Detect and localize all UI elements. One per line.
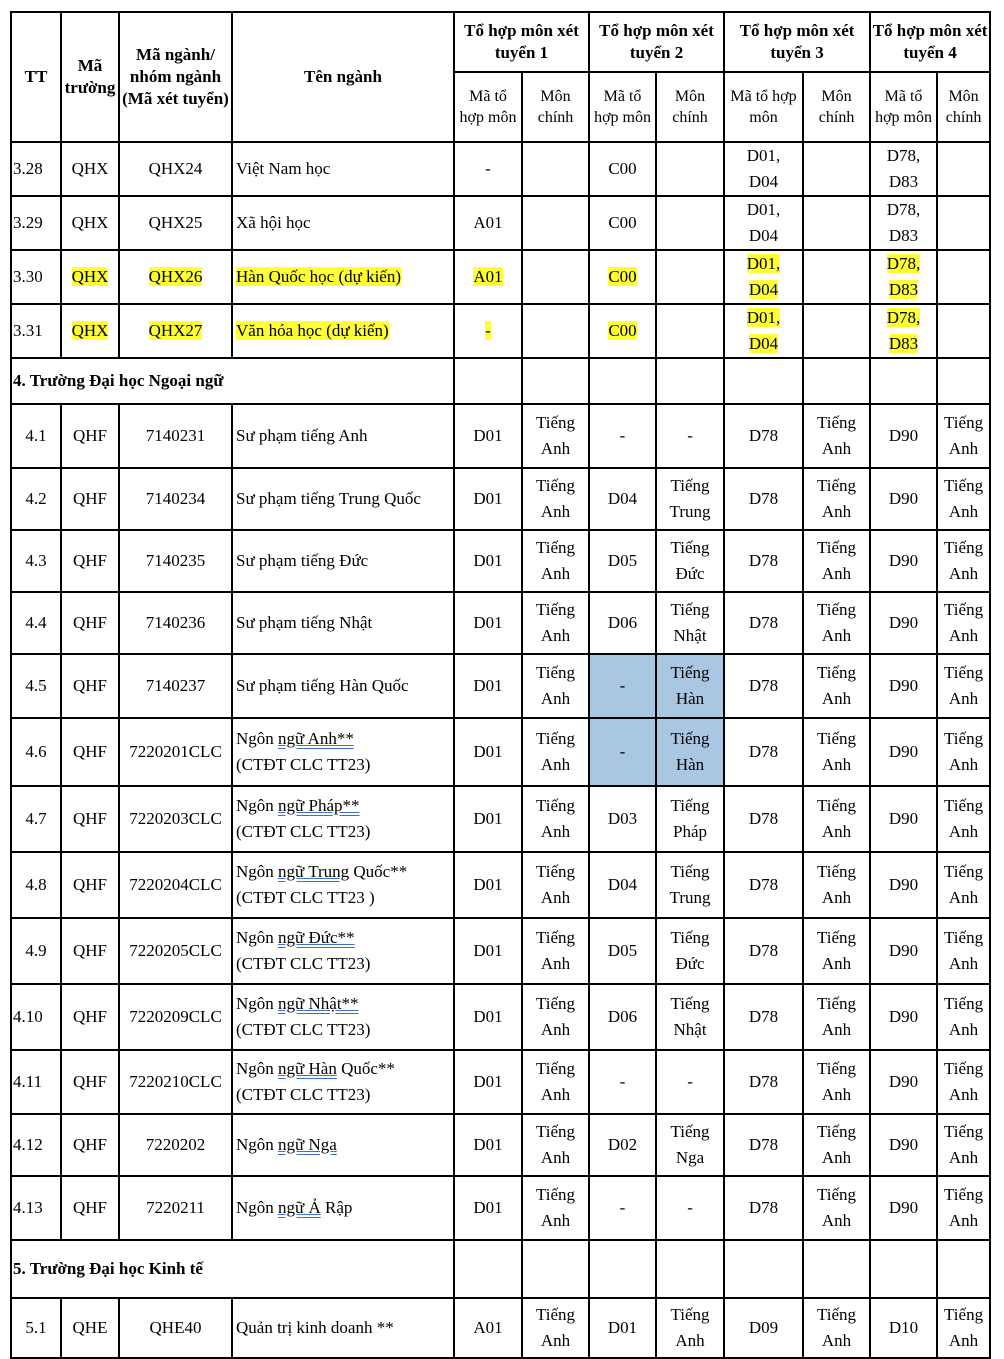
- empty-cell: [522, 1240, 589, 1298]
- underlined-term: ngữ Nga: [278, 1135, 337, 1154]
- cell-t3: D78: [724, 918, 803, 984]
- cell-ten-nganh: Văn hóa học (dự kiến): [232, 304, 454, 358]
- cell-m3: [803, 196, 870, 250]
- table-row: [11, 984, 990, 1050]
- cell-ten-nganh: Ngôn ngữ Pháp** (CTĐT CLC TT23): [232, 786, 454, 852]
- cell-t4: D78, D83: [870, 142, 937, 196]
- cell-m1: Tiếng Anh: [522, 654, 589, 718]
- empty-cell: [803, 1240, 870, 1298]
- cell-t1: D01: [454, 786, 522, 852]
- cell-ma-truong: QHX: [61, 250, 119, 304]
- cell-m4: Tiếng Anh: [937, 852, 990, 918]
- cell-tt: 4.2: [11, 468, 61, 530]
- cell-t4: D90: [870, 404, 937, 468]
- empty-cell: [454, 358, 522, 404]
- cell-t2: C00: [589, 142, 656, 196]
- cell-t2: D02: [589, 1114, 656, 1176]
- cell-m2: [656, 250, 724, 304]
- cell-t2: D05: [589, 530, 656, 592]
- cell-m2: Tiếng Đức: [656, 918, 724, 984]
- header-ma-to-hop-1: Mã tổ hợp môn: [454, 72, 522, 142]
- cell-m3: Tiếng Anh: [803, 1176, 870, 1240]
- cell-ten-nganh: Hàn Quốc học (dự kiến): [232, 250, 454, 304]
- cell-m2: [656, 304, 724, 358]
- cell-m4: Tiếng Anh: [937, 1114, 990, 1176]
- cell-t4: D78, D83: [870, 304, 937, 358]
- cell-m4: [937, 250, 990, 304]
- cell-tt: 3.31: [11, 304, 61, 358]
- cell-t2: D05: [589, 918, 656, 984]
- cell-t1: D01: [454, 468, 522, 530]
- cell-t3: D78: [724, 468, 803, 530]
- cell-t1: D01: [454, 530, 522, 592]
- cell-ma-truong: QHF: [61, 404, 119, 468]
- admission-combination-table: [10, 11, 991, 1359]
- cell-t2: D03: [589, 786, 656, 852]
- cell-tt: 4.5: [11, 654, 61, 718]
- cell-m3: Tiếng Anh: [803, 852, 870, 918]
- cell-t3: D78: [724, 404, 803, 468]
- cell-m1: Tiếng Anh: [522, 1114, 589, 1176]
- cell-t1: A01: [454, 196, 522, 250]
- empty-cell: [724, 1240, 803, 1298]
- cell-tt: 4.12: [11, 1114, 61, 1176]
- cell-m3: Tiếng Anh: [803, 1050, 870, 1114]
- header-ma-nganh: Mã ngành/ nhóm ngành (Mã xét tuyển): [119, 12, 232, 142]
- section-row: [11, 1240, 990, 1298]
- cell-tt: 4.6: [11, 718, 61, 786]
- cell-ma-truong: QHF: [61, 592, 119, 654]
- cell-t3: D78: [724, 786, 803, 852]
- cell-ma-nganh: QHE40: [119, 1298, 232, 1358]
- cell-ten-nganh: Ngôn ngữ Đức** (CTĐT CLC TT23): [232, 918, 454, 984]
- cell-t4: D90: [870, 918, 937, 984]
- header-group-3: Tổ hợp môn xét tuyển 3: [724, 12, 870, 72]
- cell-t1: D01: [454, 1114, 522, 1176]
- cell-t1: D01: [454, 852, 522, 918]
- cell-m3: Tiếng Anh: [803, 786, 870, 852]
- cell-ma-truong: QHX: [61, 196, 119, 250]
- cell-t4: D90: [870, 1050, 937, 1114]
- cell-m1: [522, 142, 589, 196]
- cell-ma-nganh: 7140231: [119, 404, 232, 468]
- empty-cell: [454, 1240, 522, 1298]
- cell-m2: Tiếng Trung: [656, 852, 724, 918]
- cell-m2: Tiếng Nhật: [656, 592, 724, 654]
- cell-m3: Tiếng Anh: [803, 530, 870, 592]
- cell-ma-nganh: 7220211: [119, 1176, 232, 1240]
- table-row: [11, 250, 990, 304]
- cell-tt: 3.29: [11, 196, 61, 250]
- cell-m4: Tiếng Anh: [937, 654, 990, 718]
- cell-ten-nganh: Ngôn ngữ Ả Rập: [232, 1176, 454, 1240]
- empty-cell: [870, 358, 937, 404]
- cell-m1: Tiếng Anh: [522, 468, 589, 530]
- cell-m2: Tiếng Anh: [656, 1298, 724, 1358]
- empty-cell: [656, 1240, 724, 1298]
- cell-t3: D01, D04: [724, 196, 803, 250]
- cell-ma-truong: QHX: [61, 142, 119, 196]
- cell-ma-truong: QHF: [61, 1050, 119, 1114]
- cell-t2: -: [589, 718, 656, 786]
- header-tt: TT: [11, 12, 61, 142]
- cell-m3: [803, 142, 870, 196]
- header-mon-chinh-4: Môn chính: [937, 72, 990, 142]
- cell-m2: -: [656, 1176, 724, 1240]
- cell-tt: 3.30: [11, 250, 61, 304]
- cell-tt: 4.4: [11, 592, 61, 654]
- cell-m2: Tiếng Trung: [656, 468, 724, 530]
- section-title: 5. Trường Đại học Kinh tế: [11, 1240, 454, 1298]
- cell-t4: D90: [870, 468, 937, 530]
- header-ma-to-hop-4: Mã tổ hợp môn: [870, 72, 937, 142]
- cell-ma-truong: QHF: [61, 984, 119, 1050]
- table-body: [11, 142, 990, 1358]
- cell-ten-nganh: Ngôn ngữ Anh** (CTĐT CLC TT23): [232, 718, 454, 786]
- cell-m3: Tiếng Anh: [803, 1298, 870, 1358]
- cell-m2: -: [656, 404, 724, 468]
- cell-m1: Tiếng Anh: [522, 786, 589, 852]
- cell-t4: D90: [870, 592, 937, 654]
- cell-m4: Tiếng Anh: [937, 1176, 990, 1240]
- cell-m4: Tiếng Anh: [937, 1298, 990, 1358]
- empty-cell: [656, 358, 724, 404]
- cell-t1: D01: [454, 1050, 522, 1114]
- cell-ma-truong: QHX: [61, 304, 119, 358]
- empty-cell: [937, 358, 990, 404]
- cell-t2: -: [589, 1050, 656, 1114]
- empty-cell: [870, 1240, 937, 1298]
- cell-ma-nganh: 7220205CLC: [119, 918, 232, 984]
- cell-t1: -: [454, 142, 522, 196]
- cell-m2: Tiếng Nga: [656, 1114, 724, 1176]
- table-row: [11, 918, 990, 984]
- empty-cell: [589, 358, 656, 404]
- cell-t2: D01: [589, 1298, 656, 1358]
- cell-m1: Tiếng Anh: [522, 592, 589, 654]
- cell-m4: Tiếng Anh: [937, 918, 990, 984]
- table-row: [11, 1176, 990, 1240]
- cell-m1: [522, 304, 589, 358]
- cell-m1: Tiếng Anh: [522, 984, 589, 1050]
- cell-m4: [937, 304, 990, 358]
- table-row: [11, 1114, 990, 1176]
- header-ten-nganh: Tên ngành: [232, 12, 454, 142]
- table-row: [11, 468, 990, 530]
- header-group-4: Tổ hợp môn xét tuyển 4: [870, 12, 990, 72]
- cell-ma-truong: QHE: [61, 1298, 119, 1358]
- cell-m1: Tiếng Anh: [522, 1298, 589, 1358]
- table-row: [11, 852, 990, 918]
- cell-ten-nganh: Sư phạm tiếng Đức: [232, 530, 454, 592]
- cell-m1: Tiếng Anh: [522, 530, 589, 592]
- cell-m4: Tiếng Anh: [937, 718, 990, 786]
- cell-t2: -: [589, 1176, 656, 1240]
- cell-m4: Tiếng Anh: [937, 786, 990, 852]
- cell-t3: D78: [724, 1114, 803, 1176]
- cell-ten-nganh: Ngôn ngữ Nhật** (CTĐT CLC TT23): [232, 984, 454, 1050]
- cell-t4: D90: [870, 786, 937, 852]
- header-ma-to-hop-2: Mã tổ hợp môn: [589, 72, 656, 142]
- cell-tt: 4.1: [11, 404, 61, 468]
- section-row: [11, 358, 990, 404]
- cell-m3: Tiếng Anh: [803, 1114, 870, 1176]
- header-mon-chinh-3: Môn chính: [803, 72, 870, 142]
- cell-ma-truong: QHF: [61, 468, 119, 530]
- cell-m4: Tiếng Anh: [937, 984, 990, 1050]
- cell-t3: D01, D04: [724, 250, 803, 304]
- cell-tt: 4.13: [11, 1176, 61, 1240]
- cell-ten-nganh: Sư phạm tiếng Nhật: [232, 592, 454, 654]
- cell-m2: Tiếng Hàn: [656, 654, 724, 718]
- admission-table-wrapper: [10, 11, 991, 1359]
- section-title: 4. Trường Đại học Ngoại ngữ: [11, 358, 454, 404]
- cell-tt: 4.10: [11, 984, 61, 1050]
- cell-m1: Tiếng Anh: [522, 718, 589, 786]
- cell-ma-nganh: QHX26: [119, 250, 232, 304]
- cell-tt: 4.7: [11, 786, 61, 852]
- cell-m1: Tiếng Anh: [522, 404, 589, 468]
- underlined-term: ngữ Hàn: [278, 1059, 337, 1078]
- header-mon-chinh-2: Môn chính: [656, 72, 724, 142]
- table-row: [11, 786, 990, 852]
- cell-ten-nganh: Sư phạm tiếng Anh: [232, 404, 454, 468]
- cell-m1: Tiếng Anh: [522, 918, 589, 984]
- cell-t4: D90: [870, 654, 937, 718]
- table-row: [11, 1298, 990, 1358]
- cell-m4: Tiếng Anh: [937, 1050, 990, 1114]
- cell-t3: D78: [724, 1050, 803, 1114]
- cell-ma-nganh: 7220203CLC: [119, 786, 232, 852]
- cell-m3: Tiếng Anh: [803, 918, 870, 984]
- cell-m3: [803, 304, 870, 358]
- underlined-term: ngữ Pháp**: [278, 796, 360, 815]
- cell-ma-nganh: QHX25: [119, 196, 232, 250]
- cell-tt: 4.9: [11, 918, 61, 984]
- cell-ten-nganh: Ngôn ngữ Trung Quốc** (CTĐT CLC TT23 ): [232, 852, 454, 918]
- cell-ma-nganh: 7140236: [119, 592, 232, 654]
- table-row: [11, 196, 990, 250]
- cell-m4: Tiếng Anh: [937, 468, 990, 530]
- cell-ma-nganh: 7220202: [119, 1114, 232, 1176]
- cell-m3: Tiếng Anh: [803, 404, 870, 468]
- table-row: [11, 530, 990, 592]
- cell-m3: Tiếng Anh: [803, 592, 870, 654]
- cell-ma-truong: QHF: [61, 1176, 119, 1240]
- cell-ma-nganh: 7220210CLC: [119, 1050, 232, 1114]
- cell-m4: [937, 196, 990, 250]
- cell-t4: D90: [870, 1114, 937, 1176]
- cell-t1: A01: [454, 250, 522, 304]
- cell-t3: D78: [724, 592, 803, 654]
- cell-m3: Tiếng Anh: [803, 654, 870, 718]
- header-ma-truong: Mã trường: [61, 12, 119, 142]
- cell-t2: D06: [589, 592, 656, 654]
- cell-t1: D01: [454, 1176, 522, 1240]
- cell-ten-nganh: Ngôn ngữ Hàn Quốc** (CTĐT CLC TT23): [232, 1050, 454, 1114]
- cell-tt: 4.11: [11, 1050, 61, 1114]
- cell-t3: D78: [724, 984, 803, 1050]
- cell-ma-truong: QHF: [61, 718, 119, 786]
- cell-ma-nganh: 7220204CLC: [119, 852, 232, 918]
- cell-m4: Tiếng Anh: [937, 404, 990, 468]
- table-row: [11, 404, 990, 468]
- cell-ten-nganh: Ngôn ngữ Nga: [232, 1114, 454, 1176]
- underlined-term: ngữ Nhật**: [278, 994, 359, 1013]
- underlined-term: ngữ Ả: [278, 1198, 321, 1217]
- cell-tt: 5.1: [11, 1298, 61, 1358]
- cell-m4: [937, 142, 990, 196]
- table-row: [11, 654, 990, 718]
- cell-t3: D78: [724, 654, 803, 718]
- cell-t1: D01: [454, 592, 522, 654]
- underlined-term: ngữ Trung: [278, 862, 350, 881]
- underlined-term: ngữ Đức**: [278, 928, 355, 947]
- cell-t4: D90: [870, 852, 937, 918]
- cell-ten-nganh: Sư phạm tiếng Hàn Quốc: [232, 654, 454, 718]
- cell-m2: [656, 196, 724, 250]
- cell-m3: Tiếng Anh: [803, 718, 870, 786]
- cell-t4: D78, D83: [870, 196, 937, 250]
- cell-t3: D09: [724, 1298, 803, 1358]
- cell-t1: -: [454, 304, 522, 358]
- cell-t3: D01, D04: [724, 304, 803, 358]
- cell-t1: A01: [454, 1298, 522, 1358]
- header-group-1: Tổ hợp môn xét tuyển 1: [454, 12, 589, 72]
- cell-t1: D01: [454, 654, 522, 718]
- cell-t2: C00: [589, 250, 656, 304]
- cell-m2: Tiếng Nhật: [656, 984, 724, 1050]
- cell-m4: Tiếng Anh: [937, 592, 990, 654]
- cell-t2: -: [589, 404, 656, 468]
- cell-t3: D78: [724, 530, 803, 592]
- table-row: [11, 592, 990, 654]
- header-ma-to-hop-3: Mã tổ hợp môn: [724, 72, 803, 142]
- cell-ma-truong: QHF: [61, 852, 119, 918]
- cell-m2: Tiếng Pháp: [656, 786, 724, 852]
- cell-t3: D78: [724, 852, 803, 918]
- cell-m1: Tiếng Anh: [522, 852, 589, 918]
- cell-ten-nganh: Việt Nam học: [232, 142, 454, 196]
- cell-t4: D10: [870, 1298, 937, 1358]
- cell-m2: Tiếng Đức: [656, 530, 724, 592]
- cell-t4: D90: [870, 1176, 937, 1240]
- table-row: [11, 142, 990, 196]
- cell-t1: D01: [454, 918, 522, 984]
- cell-t2: -: [589, 654, 656, 718]
- cell-ma-nganh: 7220209CLC: [119, 984, 232, 1050]
- empty-cell: [937, 1240, 990, 1298]
- cell-m2: Tiếng Hàn: [656, 718, 724, 786]
- cell-ma-truong: QHF: [61, 530, 119, 592]
- cell-t3: D78: [724, 718, 803, 786]
- cell-t4: D90: [870, 530, 937, 592]
- cell-t2: D04: [589, 468, 656, 530]
- cell-ma-truong: QHF: [61, 654, 119, 718]
- cell-m2: -: [656, 1050, 724, 1114]
- underlined-term: ngữ Anh**: [278, 729, 354, 748]
- cell-t4: D90: [870, 718, 937, 786]
- cell-ma-truong: QHF: [61, 786, 119, 852]
- cell-t2: C00: [589, 196, 656, 250]
- header-mon-chinh-1: Môn chính: [522, 72, 589, 142]
- cell-t2: D04: [589, 852, 656, 918]
- cell-t3: D78: [724, 1176, 803, 1240]
- cell-m3: Tiếng Anh: [803, 984, 870, 1050]
- cell-t2: C00: [589, 304, 656, 358]
- table-row: [11, 304, 990, 358]
- cell-m1: [522, 250, 589, 304]
- cell-t1: D01: [454, 404, 522, 468]
- cell-t1: D01: [454, 984, 522, 1050]
- cell-ten-nganh: Xã hội học: [232, 196, 454, 250]
- cell-ten-nganh: Sư phạm tiếng Trung Quốc: [232, 468, 454, 530]
- cell-m2: [656, 142, 724, 196]
- cell-ma-nganh: QHX27: [119, 304, 232, 358]
- cell-t4: D78, D83: [870, 250, 937, 304]
- cell-tt: 4.8: [11, 852, 61, 918]
- cell-m3: Tiếng Anh: [803, 468, 870, 530]
- cell-ma-nganh: 7220201CLC: [119, 718, 232, 786]
- cell-m1: Tiếng Anh: [522, 1050, 589, 1114]
- cell-t1: D01: [454, 718, 522, 786]
- cell-m1: [522, 196, 589, 250]
- table-row: [11, 1050, 990, 1114]
- cell-t4: D90: [870, 984, 937, 1050]
- empty-cell: [589, 1240, 656, 1298]
- empty-cell: [803, 358, 870, 404]
- cell-tt: 3.28: [11, 142, 61, 196]
- cell-ma-nganh: 7140235: [119, 530, 232, 592]
- cell-ten-nganh: Quản trị kinh doanh **: [232, 1298, 454, 1358]
- cell-ma-nganh: 7140237: [119, 654, 232, 718]
- cell-t2: D06: [589, 984, 656, 1050]
- table-row: [11, 718, 990, 786]
- empty-cell: [522, 358, 589, 404]
- cell-ma-nganh: QHX24: [119, 142, 232, 196]
- cell-t3: D01, D04: [724, 142, 803, 196]
- cell-m4: Tiếng Anh: [937, 530, 990, 592]
- cell-m3: [803, 250, 870, 304]
- cell-tt: 4.3: [11, 530, 61, 592]
- cell-ma-truong: QHF: [61, 918, 119, 984]
- empty-cell: [724, 358, 803, 404]
- cell-ma-truong: QHF: [61, 1114, 119, 1176]
- header-group-2: Tổ hợp môn xét tuyển 2: [589, 12, 724, 72]
- cell-m1: Tiếng Anh: [522, 1176, 589, 1240]
- cell-ma-nganh: 7140234: [119, 468, 232, 530]
